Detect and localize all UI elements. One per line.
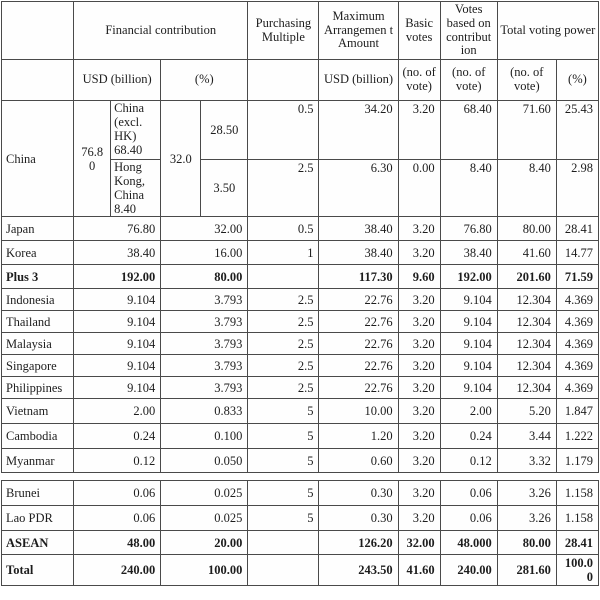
usd-cell: 38.40	[74, 241, 161, 265]
name-cell: Cambodia	[2, 424, 74, 449]
pct-cell: 3.793	[161, 289, 248, 311]
basic-cell: 32.00	[398, 531, 440, 555]
table-row-myanmar	[2, 449, 599, 473]
totalpct-cell: 4.369	[556, 333, 598, 355]
totalvotes-cell: 80.00	[497, 531, 556, 555]
name-cell: Malaysia	[2, 333, 74, 355]
totalpct-cell: 4.369	[556, 377, 598, 399]
usd-cell: 192.00	[74, 265, 161, 289]
purchasing-blank-cell	[248, 60, 319, 101]
contrib-cell: 2.00	[440, 399, 497, 424]
max-cell: 0.60	[319, 449, 398, 473]
max-cell: 10.00	[319, 399, 398, 424]
name-cell: Vietnam	[2, 399, 74, 424]
pct-cell: 0.050	[161, 449, 248, 473]
max-cell: 22.76	[319, 289, 398, 311]
multiple-cell: 5	[248, 506, 319, 531]
china-usd-cell: 76.80	[74, 101, 111, 217]
usd-cell: 9.104	[74, 289, 161, 311]
max-cell: 22.76	[319, 355, 398, 377]
pct-cell: 0.025	[161, 506, 248, 531]
multiple-cell: 2.5	[248, 289, 319, 311]
pct-cell: 32.00	[161, 217, 248, 241]
header-row-2	[2, 60, 599, 101]
totalvotes-cell: 3.44	[497, 424, 556, 449]
table-row-grand-total	[2, 555, 599, 586]
totalvotes-cell: 12.304	[497, 289, 556, 311]
contrib-cell: 0.12	[440, 449, 497, 473]
china-excl-hk-label-cell: China (excl. HK) 68.40	[111, 101, 161, 160]
table-lower-section	[1, 480, 599, 586]
max-cell: 22.76	[319, 333, 398, 355]
totalvotes-cell: 3.26	[497, 481, 556, 506]
contrib-cell: 76.80	[440, 217, 497, 241]
usd-cell: 0.06	[74, 506, 161, 531]
usd-cell: 9.104	[74, 355, 161, 377]
totalvotes-cell: 12.304	[497, 333, 556, 355]
totalvotes-cell: 8.40	[497, 160, 556, 217]
totalpct-cell: 4.369	[556, 289, 598, 311]
totalpct-cell: 1.179	[556, 449, 598, 473]
usd-cell: 0.24	[74, 424, 161, 449]
totalvotes-cell: 3.32	[497, 449, 556, 473]
totalpct-cell: 1.158	[556, 506, 598, 531]
totalvotes-cell: 281.60	[497, 555, 556, 586]
totalvotes-cell: 3.26	[497, 506, 556, 531]
usd-cell: 9.104	[74, 333, 161, 355]
name-cell: Singapore	[2, 355, 74, 377]
contrib-cell: 48.000	[440, 531, 497, 555]
table-row-korea	[2, 241, 599, 265]
financial-contribution-header: Financial contribution	[74, 2, 248, 60]
usd-cell: 76.80	[74, 217, 161, 241]
pct-cell: 3.793	[161, 311, 248, 333]
basic-no-of-vote-header: (no. of vote)	[398, 60, 440, 101]
basic-cell: 3.20	[398, 424, 440, 449]
totalvotes-cell: 5.20	[497, 399, 556, 424]
pct-cell: 3.793	[161, 333, 248, 355]
usd-billion-header: USD (billion)	[74, 60, 161, 101]
basic-cell: 3.20	[398, 399, 440, 424]
total-voting-power-header: Total voting power	[497, 2, 598, 60]
totalpct-cell: 1.158	[556, 481, 598, 506]
name-cell: Myanmar	[2, 449, 74, 473]
china-pct-cell: 32.0	[161, 101, 201, 217]
table-row-cambodia	[2, 424, 599, 449]
table-row-philippines	[2, 377, 599, 399]
header-row-1	[2, 2, 599, 60]
usd-cell: 240.00	[74, 555, 161, 586]
basic-votes-header: Basic votes	[398, 2, 440, 60]
table-row-brunei	[2, 481, 599, 506]
totalpct-cell: 28.41	[556, 217, 598, 241]
name-cell: Japan	[2, 217, 74, 241]
table-row-lao-pdr	[2, 506, 599, 531]
total-no-of-vote-header: (no. of vote)	[497, 60, 556, 101]
contrib-cell: 68.40	[440, 101, 497, 160]
basic-cell: 9.60	[398, 265, 440, 289]
pct-header: (%)	[161, 60, 248, 101]
totalpct-cell: 2.98	[556, 160, 598, 217]
multiple-cell: 2.5	[248, 311, 319, 333]
totalpct-cell: 4.369	[556, 355, 598, 377]
contrib-cell: 192.00	[440, 265, 497, 289]
multiple-cell: 5	[248, 399, 319, 424]
name-cell: Plus 3	[2, 265, 74, 289]
usd-cell: 9.104	[74, 377, 161, 399]
totalpct-cell: 28.41	[556, 531, 598, 555]
totalvotes-cell: 12.304	[497, 377, 556, 399]
multiple-cell: 0.5	[248, 101, 319, 160]
max-cell: 0.30	[319, 481, 398, 506]
totalvotes-cell: 80.00	[497, 217, 556, 241]
name-cell: Thailand	[2, 311, 74, 333]
contrib-cell: 9.104	[440, 377, 497, 399]
contrib-cell: 0.06	[440, 481, 497, 506]
basic-cell: 3.20	[398, 355, 440, 377]
maximum-arrangement-header: Maximum Arrangemen t Amount	[319, 2, 398, 60]
basic-cell: 3.20	[398, 506, 440, 531]
contrib-cell: 240.00	[440, 555, 497, 586]
name-cell: Total	[2, 555, 74, 586]
max-cell: 22.76	[319, 377, 398, 399]
basic-cell: 3.20	[398, 449, 440, 473]
basic-cell: 3.20	[398, 289, 440, 311]
basic-cell: 41.60	[398, 555, 440, 586]
contrib-cell: 9.104	[440, 333, 497, 355]
multiple-cell	[248, 265, 319, 289]
multiple-cell: 1	[248, 241, 319, 265]
pct-cell: 0.833	[161, 399, 248, 424]
name-cell: Brunei	[2, 481, 74, 506]
totalvotes-cell: 12.304	[497, 311, 556, 333]
contrib-cell: 8.40	[440, 160, 497, 217]
name-cell: Korea	[2, 241, 74, 265]
table-row-asean-subtotal	[2, 531, 599, 555]
basic-cell: 3.20	[398, 241, 440, 265]
max-cell: 1.20	[319, 424, 398, 449]
max-cell: 34.20	[319, 101, 398, 160]
max-cell: 38.40	[319, 241, 398, 265]
usd-cell: 2.00	[74, 399, 161, 424]
purchasing-multiple-header: Purchasing Multiple	[248, 2, 319, 60]
name-cell: China	[2, 101, 74, 217]
totalvotes-cell: 41.60	[497, 241, 556, 265]
max-cell: 6.30	[319, 160, 398, 217]
contrib-cell: 0.24	[440, 424, 497, 449]
multiple-cell: 5	[248, 424, 319, 449]
multiple-cell: 0.5	[248, 217, 319, 241]
pct-cell: 0.025	[161, 481, 248, 506]
basic-cell: 3.20	[398, 217, 440, 241]
max-cell: 38.40	[319, 217, 398, 241]
votes-based-header: Votes based on contribut ion	[440, 2, 497, 60]
table-row-thailand	[2, 311, 599, 333]
pct-cell: 3.793	[161, 377, 248, 399]
contrib-cell: 0.06	[440, 506, 497, 531]
multiple-cell: 2.5	[248, 355, 319, 377]
multiple-cell: 2.5	[248, 377, 319, 399]
table-row-vietnam	[2, 399, 599, 424]
basic-cell: 3.20	[398, 311, 440, 333]
max-cell: 243.50	[319, 555, 398, 586]
max-cell: 22.76	[319, 311, 398, 333]
basic-cell: 0.00	[398, 160, 440, 217]
country-blank-cell	[2, 60, 74, 101]
max-cell: 126.20	[319, 531, 398, 555]
contrib-cell: 9.104	[440, 311, 497, 333]
multiple-cell: 5	[248, 449, 319, 473]
basic-cell: 3.20	[398, 333, 440, 355]
pct-cell: 3.50	[201, 160, 248, 217]
corner-blank-cell	[2, 2, 74, 60]
pct-cell: 20.00	[161, 531, 248, 555]
totalvotes-cell: 12.304	[497, 355, 556, 377]
hong-kong-label-cell: Hong Kong, China 8.40	[111, 160, 161, 217]
basic-cell: 3.20	[398, 377, 440, 399]
basic-cell: 3.20	[398, 481, 440, 506]
usd-cell: 0.12	[74, 449, 161, 473]
multiple-cell	[248, 555, 319, 586]
totalpct-cell: 4.369	[556, 311, 598, 333]
totalpct-cell: 14.77	[556, 241, 598, 265]
table-row-singapore	[2, 355, 599, 377]
max-usd-billion-header: USD (billion)	[319, 60, 398, 101]
totalpct-cell: 71.59	[556, 265, 598, 289]
pct-cell: 100.00	[161, 555, 248, 586]
pct-cell: 16.00	[161, 241, 248, 265]
totalvotes-cell: 201.60	[497, 265, 556, 289]
contrib-no-of-vote-header: (no. of vote)	[440, 60, 497, 101]
contrib-cell: 38.40	[440, 241, 497, 265]
basic-cell: 3.20	[398, 101, 440, 160]
usd-cell: 9.104	[74, 311, 161, 333]
usd-cell: 48.00	[74, 531, 161, 555]
totalpct-cell: 1.847	[556, 399, 598, 424]
total-pct-header: (%)	[556, 60, 598, 101]
table-row-japan	[2, 217, 599, 241]
multiple-cell	[248, 531, 319, 555]
name-cell: Philippines	[2, 377, 74, 399]
pct-cell: 3.793	[161, 355, 248, 377]
table-row-indonesia	[2, 289, 599, 311]
table-row-china-mainland	[2, 101, 599, 160]
totalvotes-cell: 71.60	[497, 101, 556, 160]
section-gap	[1, 473, 600, 480]
max-cell: 117.30	[319, 265, 398, 289]
multiple-cell: 2.5	[248, 333, 319, 355]
pct-cell: 28.50	[201, 101, 248, 160]
max-cell: 0.30	[319, 506, 398, 531]
table-row-plus3-subtotal	[2, 265, 599, 289]
multiple-cell: 2.5	[248, 160, 319, 217]
name-cell: Lao PDR	[2, 506, 74, 531]
usd-cell: 0.06	[74, 481, 161, 506]
table-row-malaysia	[2, 333, 599, 355]
totalpct-cell: 100.00	[556, 555, 598, 586]
name-cell: ASEAN	[2, 531, 74, 555]
contrib-cell: 9.104	[440, 355, 497, 377]
pct-cell: 0.100	[161, 424, 248, 449]
pct-cell: 80.00	[161, 265, 248, 289]
table-upper-section	[1, 1, 599, 473]
totalpct-cell: 25.43	[556, 101, 598, 160]
totalpct-cell: 1.222	[556, 424, 598, 449]
multiple-cell: 5	[248, 481, 319, 506]
contrib-cell: 9.104	[440, 289, 497, 311]
name-cell: Indonesia	[2, 289, 74, 311]
